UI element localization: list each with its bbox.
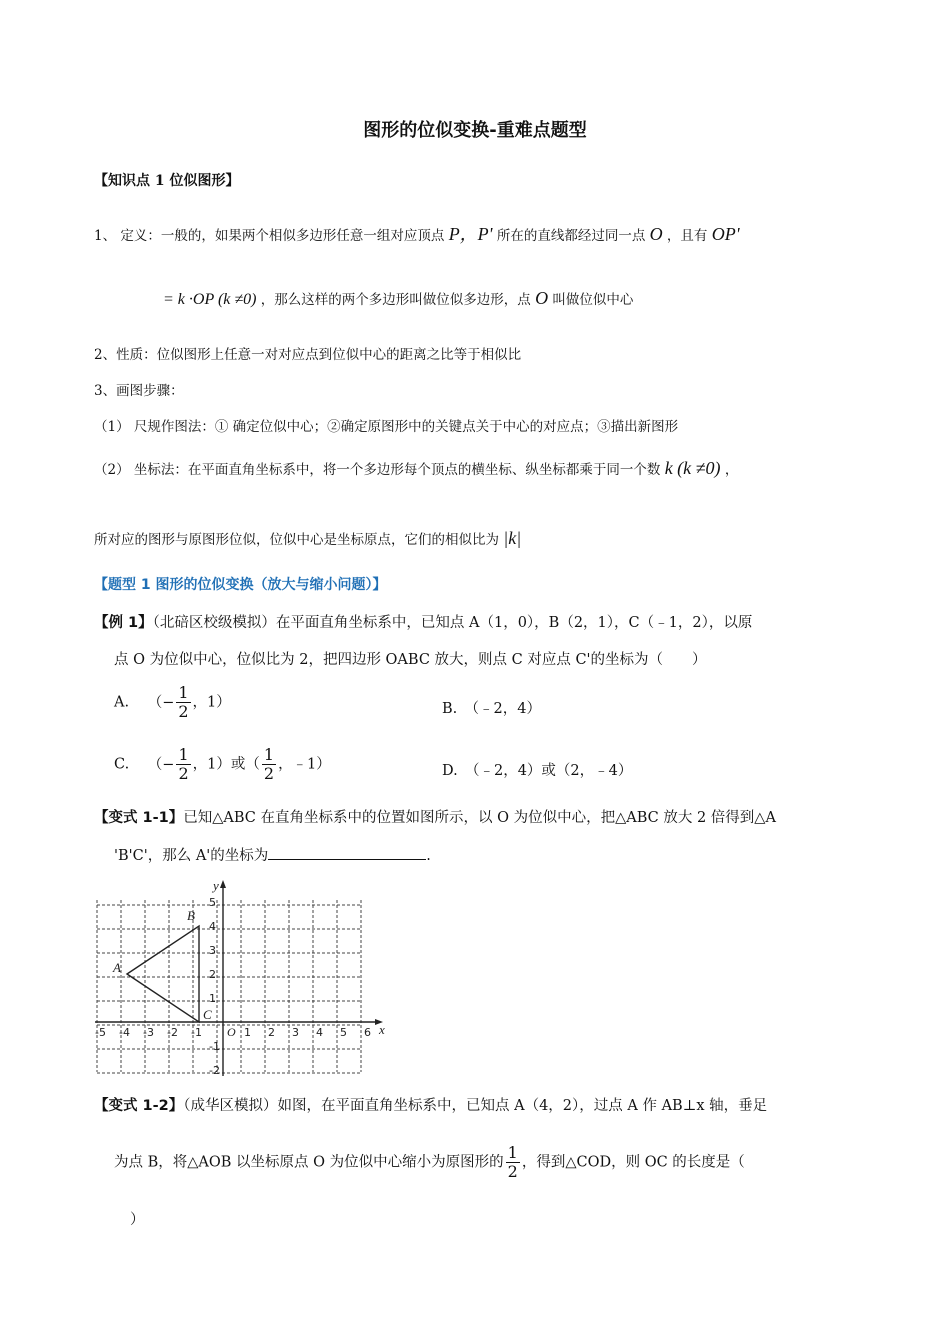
point-o-2: O — [535, 288, 549, 308]
y-tick-label: -1 — [209, 1040, 220, 1053]
variant-1-1-text-2: 'B'C'，那么 A'的坐标为 — [114, 848, 269, 864]
option-b[interactable]: B. （﹣2，4） — [442, 701, 541, 717]
example-1-label: 【例 1】 — [94, 615, 153, 631]
option-c-close: ，﹣1） — [278, 756, 331, 773]
variant-1-1-line-1 — [94, 806, 776, 827]
definition-suffix: ，那么这样的两个多边形叫做位似多边形，点 — [260, 292, 531, 308]
x-tick-label: -2 — [167, 1026, 178, 1039]
fraction-numerator: 1 — [178, 683, 189, 702]
step-1: （1） 尺规作图法：① 确定位似中心；②确定原图形中的关键点关于中心的对应点；③描出新图形 — [94, 419, 679, 435]
step-2-comma: ， — [724, 462, 739, 478]
step-2-line-2 — [94, 528, 521, 549]
point-label-b: B — [187, 908, 195, 923]
fraction-numerator: 1 — [507, 1143, 518, 1162]
point-label-a: A — [113, 960, 121, 975]
variant-1-1-text-1: 已知△ABC 在直角坐标系中的位置如图所示，以 O 为位似中心，把△ABC 放大 2 倍得到△A — [183, 810, 776, 826]
fraction-numerator: 1 — [178, 745, 189, 764]
step-2 — [94, 458, 738, 479]
y-tick-label: 1 — [209, 992, 216, 1005]
example-1-text-1: （北碚区校级模拟）在平面直角坐标系中，已知点 A（1，0），B（2，1），C（﹣1，2），以原 — [152, 615, 753, 631]
option-c-label: C. — [114, 756, 130, 773]
fraction-denominator: 2 — [263, 764, 275, 783]
x-tick-label: -4 — [119, 1026, 130, 1039]
fraction-denominator: 2 — [507, 1162, 518, 1181]
variant-1-1-end: . — [426, 848, 431, 864]
points-pp: P，P' — [448, 224, 493, 244]
y-axis-label: y — [213, 878, 219, 893]
x-tick-label: 2 — [268, 1026, 275, 1039]
fraction-half — [506, 1144, 520, 1181]
variant-1-2-line-2 — [114, 1144, 745, 1181]
step-2-line-2-text: 所对应的图形与原图形位似，位似中心是坐标原点，它们的相似比为 — [94, 532, 499, 548]
x-tick-label: 3 — [292, 1026, 299, 1039]
definition-mid2: ，且有 — [666, 228, 708, 244]
x-tick-label: -5 — [95, 1026, 106, 1039]
definition-end: 叫做位似中心 — [552, 292, 634, 308]
y-tick-label: 3 — [209, 944, 216, 957]
definition-line-2 — [163, 288, 633, 309]
y-axis-arrow — [220, 880, 226, 888]
page-title: 图形的位似变换-重难点题型 — [363, 120, 587, 141]
variant-1-2-text-1: （成华区模拟）如图，在平面直角坐标系中，已知点 A（4，2），过点 A 作 AB⊥x 轴，垂足 — [183, 1098, 768, 1114]
definition-line — [94, 220, 740, 246]
fraction-half — [262, 746, 276, 783]
x-tick-label: 6 — [364, 1026, 371, 1039]
property-line: 2、性质：位似图形上任意一对对应点到位似中心的距离之比等于相似比 — [94, 347, 522, 363]
step-2-prefix: （2） 坐标法：在平面直角坐标系中，将一个多边形每个顶点的横坐标、纵坐标都乘于同一个数 — [94, 462, 661, 478]
x-tick-label: -1 — [191, 1026, 202, 1039]
fraction-denominator: 2 — [178, 702, 189, 721]
definition-prefix: 1、 定义：一般的，如果两个相似多边形任意一组对应顶点 — [94, 228, 445, 244]
variant-1-2-text-3: ，得到△COD，则 OC 的长度是（ — [521, 1154, 745, 1171]
option-d[interactable]: D. （﹣2，4）或（2，﹣4） — [442, 763, 633, 779]
option-c-mid: ，1）或（ — [192, 756, 260, 773]
example-1-line-2: 点 O 为位似中心，位似比为 2，把四边形 OABC 放大，则点 C 对应点 C'的坐标为（ ） — [114, 652, 707, 668]
option-a-open: （− — [147, 694, 175, 711]
x-tick-label: -3 — [143, 1026, 154, 1039]
definition-mid: 所在的直线都经过同一点 — [496, 228, 646, 244]
variant-1-1-line-2 — [114, 844, 431, 865]
triangle-abc — [127, 926, 199, 1022]
fraction-half — [176, 684, 190, 721]
steps-heading: 3、画图步骤： — [94, 383, 184, 399]
y-tick-label: -2 — [209, 1064, 220, 1077]
x-axis-label: x — [379, 1022, 385, 1037]
y-tick-label: 2 — [209, 968, 216, 981]
abs-k: |k| — [503, 528, 522, 548]
x-tick-label: 5 — [340, 1026, 347, 1039]
option-c-open: （− — [147, 756, 175, 773]
coordinate-graph — [95, 872, 405, 1077]
point-label-c: C — [203, 1007, 212, 1022]
example-1-line-1 — [94, 611, 752, 632]
origin-label: O — [227, 1025, 236, 1039]
option-a-close: ，1） — [192, 694, 231, 711]
x-tick-label: 1 — [244, 1026, 251, 1039]
point-o: O — [649, 224, 663, 244]
option-c[interactable] — [114, 746, 331, 783]
type-1-heading: 【题型 1 图形的位似变换（放大与缩小问题）】 — [94, 577, 387, 593]
fraction-denominator: 2 — [178, 764, 189, 783]
ratio-formula: = k ·OP (k ≠0) — [163, 291, 257, 308]
fraction-numerator: 1 — [263, 745, 275, 764]
y-tick-label: 5 — [209, 896, 216, 909]
option-a-label: A. — [114, 694, 130, 711]
variant-1-2-label: 【变式 1-2】 — [94, 1098, 184, 1114]
variant-1-1-label: 【变式 1-1】 — [94, 810, 184, 826]
variant-1-2-text-2: 为点 B，将△AOB 以坐标原点 O 为位似中心缩小为原图形的 — [114, 1154, 504, 1171]
step-2-k: k (k ≠0) — [664, 458, 721, 478]
answer-blank[interactable] — [268, 845, 426, 860]
option-a[interactable] — [114, 684, 231, 721]
variant-1-2-line-1 — [94, 1094, 767, 1115]
op-prime: OP' — [711, 224, 740, 244]
variant-1-2-line-3: ） — [130, 1212, 145, 1228]
x-tick-label: 4 — [316, 1026, 323, 1039]
knowledge-heading: 【知识点 1 位似图形】 — [94, 173, 240, 189]
y-tick-label: 4 — [209, 920, 216, 933]
fraction-half — [176, 746, 190, 783]
